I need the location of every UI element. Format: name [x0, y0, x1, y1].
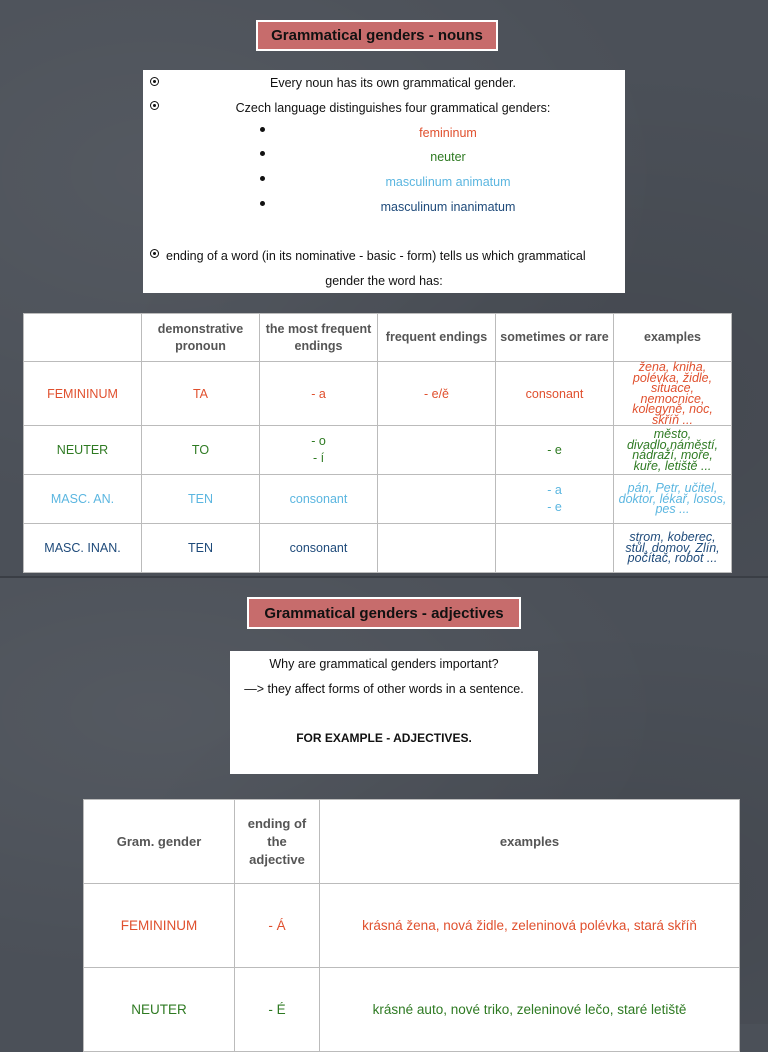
table-header-row — [24, 314, 732, 362]
intro-line-3: FOR EXAMPLE - ADJECTIVES. — [296, 731, 472, 745]
ending-line: - o — [311, 434, 326, 448]
table-row — [24, 475, 732, 524]
slide-adjectives — [0, 578, 768, 1024]
column-header: examples — [614, 314, 732, 362]
nouns-table — [23, 313, 732, 573]
table-row — [84, 884, 740, 968]
table-row — [24, 426, 732, 475]
column-header: Gram. gender — [84, 800, 235, 884]
gender-masculinum-animatum: masculinum animatum — [385, 175, 511, 189]
table-row — [24, 362, 732, 426]
intro-line-3a: ending of a word (in its nominative - basic - form) tells us which grammatical — [166, 249, 586, 263]
gender-femininum: femininum — [419, 126, 477, 140]
column-header: sometimes or rare — [496, 314, 614, 362]
most-frequent-ending-cell: consonant — [260, 524, 378, 573]
intro-line-2: —> they affect forms of other words in a sentence. — [244, 682, 524, 696]
frequent-ending-cell — [378, 524, 496, 573]
table-row — [84, 968, 740, 1052]
frequent-ending-cell — [378, 475, 496, 524]
examples-cell: krásné auto, nové triko, zeleninové lečo, staré letiště — [320, 968, 740, 1052]
intro-line-1: Every noun has its own grammatical gender. — [270, 76, 516, 90]
pronoun-cell: TEN — [142, 475, 260, 524]
ending-line: - a — [547, 483, 562, 497]
rare-ending-cell: consonant — [496, 362, 614, 426]
slide-title: Grammatical genders - adjectives — [247, 597, 521, 629]
ending-line: - e — [547, 500, 562, 514]
intro-line-1: Why are grammatical genders important? — [269, 657, 499, 671]
bullet-dot-icon — [260, 127, 265, 132]
gender-cell: NEUTER — [84, 968, 235, 1052]
gender-cell: FEMININUM — [84, 884, 235, 968]
gender-masculinum-inanimatum: masculinum inanimatum — [380, 200, 516, 214]
most-frequent-ending-cell — [260, 426, 378, 475]
examples-cell: město, divadlo,náměstí, nádraží, moře, kuře, letiště ... — [614, 426, 732, 475]
frequent-ending-cell: - e/ě — [378, 362, 496, 426]
rare-ending-cell: - e — [496, 426, 614, 475]
column-header: examples — [320, 800, 740, 884]
most-frequent-ending-cell: consonant — [260, 475, 378, 524]
intro-box — [230, 651, 538, 774]
rare-ending-cell — [496, 524, 614, 573]
gender-cell: FEMININUM — [24, 362, 142, 426]
most-frequent-ending-cell: - a — [260, 362, 378, 426]
radio-bullet-icon — [150, 249, 159, 258]
gender-cell: MASC. AN. — [24, 475, 142, 524]
examples-cell: žena, kniha, polévka, židle, situace, nemocnice, kolegyně, noc, skříň ... — [614, 362, 732, 426]
bullet-dot-icon — [260, 176, 265, 181]
slide-title: Grammatical genders - nouns — [256, 20, 498, 51]
frequent-ending-cell — [378, 426, 496, 475]
column-header — [24, 314, 142, 362]
intro-line-3b: gender the word has: — [325, 274, 443, 288]
gender-cell: MASC. INAN. — [24, 524, 142, 573]
pronoun-cell: TEN — [142, 524, 260, 573]
adjectives-table — [83, 799, 740, 1052]
pronoun-cell: TA — [142, 362, 260, 426]
pronoun-cell: TO — [142, 426, 260, 475]
bullet-dot-icon — [260, 201, 265, 206]
ending-cell: - Á — [235, 884, 320, 968]
rare-ending-cell — [496, 475, 614, 524]
table-header-row — [84, 800, 740, 884]
column-header: ending of the adjective — [235, 800, 320, 884]
bullet-dot-icon — [260, 151, 265, 156]
gender-neuter: neuter — [430, 150, 466, 164]
column-header: demonstrative pronoun — [142, 314, 260, 362]
intro-box — [143, 70, 625, 293]
column-header: frequent endings — [378, 314, 496, 362]
examples-cell: pán, Petr, učitel, doktor, lékař, losos, pes ... — [614, 475, 732, 524]
ending-line: - í — [312, 451, 325, 465]
examples-cell: krásná žena, nová židle, zeleninová polévka, stará skříň — [320, 884, 740, 968]
examples-cell: strom, koberec, stůl, domov, Zlín, počítač, robot ... — [614, 524, 732, 573]
column-header: the most frequent endings — [260, 314, 378, 362]
intro-line-2: Czech language distinguishes four grammatical genders: — [235, 101, 551, 115]
gender-cell: NEUTER — [24, 426, 142, 475]
ending-cell: - É — [235, 968, 320, 1052]
table-row — [24, 524, 732, 573]
